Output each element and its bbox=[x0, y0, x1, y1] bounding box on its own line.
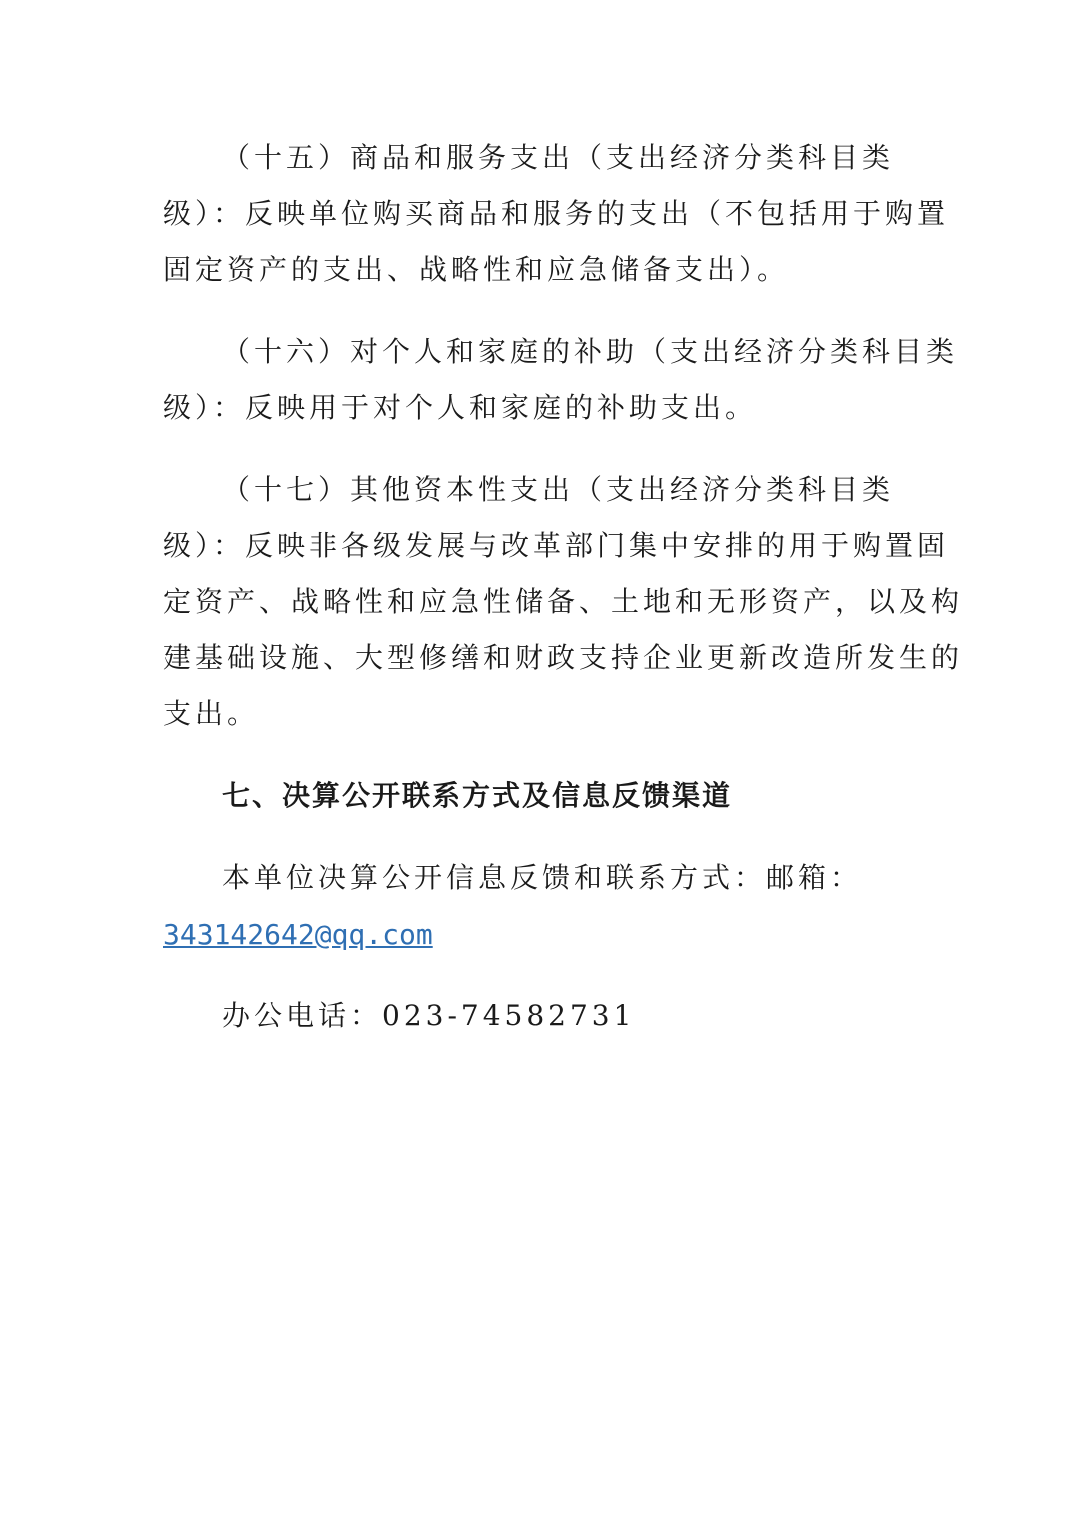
section-15-line-1: （十五）商品和服务支出（支出经济分类科目类 bbox=[222, 141, 895, 174]
section-7-heading: 七、决算公开联系方式及信息反馈渠道 bbox=[222, 779, 733, 812]
section-15-line-3: 固定资产的支出、战略性和应急储备支出）。 bbox=[163, 253, 790, 286]
contact-intro: 本单位决算公开信息反馈和联系方式：邮箱： bbox=[222, 861, 863, 894]
section-17-line-2: 级）：反映非各级发展与改革部门集中安排的用于购置固 bbox=[163, 529, 950, 562]
section-16-line-1: （十六）对个人和家庭的补助（支出经济分类科目类 bbox=[222, 335, 959, 368]
section-17-line-3: 定资产、战略性和应急性储备、土地和无形资产，以及构 bbox=[163, 585, 964, 618]
section-16-line-2: 级）：反映用于对个人和家庭的补助支出。 bbox=[163, 391, 758, 424]
office-phone: 办公电话：023-74582731 bbox=[222, 999, 636, 1032]
email-link[interactable]: 343142642@qq.com bbox=[163, 918, 433, 951]
section-17-line-5: 支出。 bbox=[163, 697, 260, 730]
section-15-line-2: 级）：反映单位购买商品和服务的支出（不包括用于购置 bbox=[163, 197, 950, 230]
section-17-line-4: 建基础设施、大型修缮和财政支持企业更新改造所发生的 bbox=[163, 641, 964, 674]
section-17-line-1: （十七）其他资本性支出（支出经济分类科目类 bbox=[222, 473, 895, 506]
